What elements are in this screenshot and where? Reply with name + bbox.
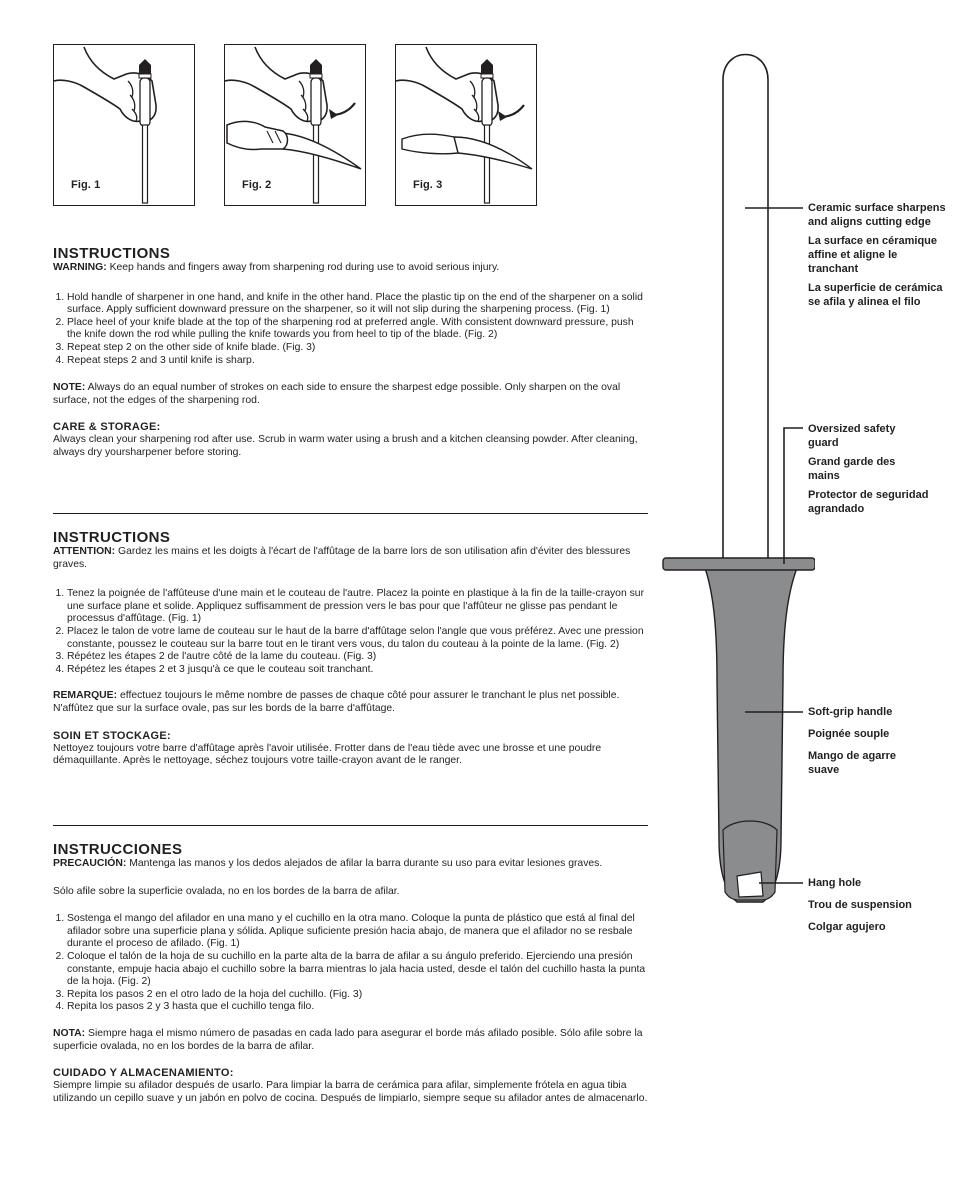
callout-surface-es: La superficie de cerámica se afila y alinea el filo (808, 282, 943, 308)
callout-guard-es: Protector de seguridad agrandado (808, 489, 929, 515)
leader-guard (784, 428, 803, 564)
callout-guard (808, 422, 958, 516)
english-steps (53, 292, 650, 368)
callout-hang-fr: Trou de suspension (808, 899, 912, 911)
english-step-2: 2. Place heel of your knife blade at the top of the sharpening rod at preferred angle. With consistent downward pressure, push the knife down the rod while pulling the knife towards you from heel to tip of the blade. (Fig. 2) (67, 317, 650, 342)
french-section (53, 530, 650, 768)
english-title: INSTRUCTIONS (53, 245, 171, 262)
spanish-warning-text: Mantenga las manos y los dedos alejados de afilar la barra durante su uso para evitar lesiones graves. (126, 858, 603, 869)
spanish-note-text: Siempre haga el mismo número de pasadas en cada lado para asegurar el borde más afilado posible. Sólo afile sobre la superficie ovalada, no en los bordes de la barra de afilar. (53, 1027, 643, 1052)
spanish-warning-lead: PRECAUCIÓN: (53, 858, 127, 869)
french-note (53, 690, 650, 715)
french-title: INSTRUCTIONS (53, 529, 171, 546)
english-note-text: Always do an equal number of strokes on each side to ensure the sharpest edge possible. Only sharpen on the oval surface, not the edges of the sharpening rod. (53, 382, 621, 406)
english-note (53, 382, 650, 407)
english-care-text: Always clean your sharpening rod after use. Scrub in warm water using a brush and a kitchen cleansing powder. After cleaning, always dry yoursharpener before storing. (53, 434, 638, 458)
spanish-title: INSTRUCCIONES (53, 841, 183, 858)
callout-hang-en: Hang hole (808, 877, 862, 889)
figure-3 (395, 44, 537, 206)
callout-handle (808, 705, 958, 777)
spanish-step-2: 2. Coloque el talón de la hoja de su cuchillo en la parte alta de la barra de afilar a su ángulo preferido. Ejerciendo una presión constante, empuje hacia abajo el cuchillo sobre la barra mientras lo jala hacia usted, desde el talón del cuchillo hasta la punta de la hoja. (Fig. 2) (67, 951, 650, 989)
french-warning-text: Gardez les mains et les doigts à l'écart de l'affûtage de la barre lors de son utilisation afin d'éviter des blessures graves. (53, 546, 631, 570)
french-step-2: 2. Placez le talon de votre lame de couteau sur le haut de la barre d'affûtage selon l'angle que vous préférez. Avec une pression constante, poussez le couteau sur la barre tout en le tirant vers vous, du talon du couteau à la pointe de la lame. (Fig. 2) (67, 626, 650, 651)
callout-surface-en: Ceramic surface sharpens and aligns cutting edge (808, 202, 946, 228)
french-care-title: SOIN ET STOCKAGE: (53, 729, 171, 742)
english-care-title: CARE & STORAGE: (53, 421, 161, 434)
spanish-step-4: 4. Repita los pasos 2 y 3 hasta que el cuchillo tenga filo. (67, 1001, 650, 1014)
french-steps (53, 588, 650, 676)
spanish-section (53, 842, 650, 1105)
french-warning-lead: ATTENTION: (53, 546, 116, 557)
callout-hang (808, 876, 958, 934)
figure-2 (224, 44, 366, 206)
english-warning-lead: WARNING: (53, 262, 107, 273)
callout-guard-en: Oversized safety guard (808, 423, 896, 449)
spanish-step-3: 3. Repita los pasos 2 en el otro lado de la hoja del cuchillo. (Fig. 3) (67, 989, 650, 1002)
english-step-3: 3. Repeat step 2 on the other side of knife blade. (Fig. 3) (67, 342, 650, 355)
spanish-warning (53, 858, 650, 871)
hang-hole-icon (737, 872, 763, 897)
figure-1 (53, 44, 195, 206)
callout-guard-fr: Grand garde des mains (808, 456, 896, 482)
spanish-care-text: Siempre limpie su afilador después de usarlo. Para limpiar la barra de cerámica para afilar, simplemente frótela en agua tibia utilizando un cepillo suave y un jabón en polvo de cocina. Después de limpiarlo, siempre seque su afilador antes de almacenarlo. (53, 1080, 648, 1104)
english-step-4: 4. Repeat steps 2 and 3 until knife is sharp. (67, 355, 650, 368)
divider-2 (53, 825, 648, 826)
french-step-4: 4. Répétez les étapes 2 et 3 jusqu'à ce que le couteau soit tranchant. (67, 664, 650, 677)
french-step-3: 3. Répétez les étapes 2 de l'autre côté de la lame du couteau. (Fig. 3) (67, 651, 650, 664)
figure-2-label: Fig. 2 (242, 179, 272, 191)
french-note-lead: REMARQUE: (53, 690, 118, 702)
safety-guard (663, 558, 815, 570)
ceramic-rod (723, 55, 768, 559)
french-note-text: effectuez toujours le même nombre de passes de chaque côté pour assurer le tranchant le plus net possible. N'affûtez que sur la surface ovale, pas sur les bords de la barre d'affûtage. (53, 690, 620, 714)
french-step-1: 1. Tenez la poignée de l'affûteuse d'une main et le couteau de l'autre. Placez la pointe en plastique à la fin de la taille-crayon sur une surface plane et solide. Appliquez suffisamment de pression vers le bas pour que l'affûteur ne glisse pas pendant le processus d'affûtage. (Fig. 1) (67, 588, 650, 626)
callout-handle-fr: Poignée souple (808, 728, 890, 740)
callout-surface (808, 201, 958, 309)
figure-3-label: Fig. 3 (413, 179, 443, 191)
callout-surface-fr: La surface en céramique affine et aligne le tranchant (808, 235, 938, 275)
spanish-step-1: 1. Sostenga el mango del afilador en una mano y el cuchillo en la otra mano. Coloque la punta de plástico que está al final del afilador sobre una superficie plana y sólida. Aplique suficiente presión hacia abajo, de manera que el afilador no se resbale durante el proceso de afilado. (Fig. 1) (67, 913, 650, 951)
sharpener-diagram (655, 40, 815, 920)
spanish-care-title: CUIDADO Y ALMACENAMIENTO: (53, 1067, 234, 1080)
spanish-note (53, 1028, 650, 1053)
english-warning (53, 262, 650, 275)
english-note-lead: NOTE: (53, 382, 86, 394)
callout-handle-es: Mango de agarre suave (808, 750, 897, 776)
spanish-note-lead: NOTA: (53, 1027, 86, 1039)
spanish-steps (53, 913, 650, 1014)
english-section (53, 246, 650, 460)
spanish-intro: Sólo afile sobre la superficie ovalada, no en los bordes de la barra de afilar. (53, 885, 400, 897)
figure-1-label: Fig. 1 (71, 179, 101, 191)
divider-1 (53, 513, 648, 514)
english-warning-text: Keep hands and fingers away from sharpening rod during use to avoid serious injury. (106, 262, 500, 273)
french-care-text: Nettoyez toujours votre barre d'affûtage après l'avoir utilisée. Frotter dans de l'eau tiède avec une brosse et une poudre démaquillante. Après le nettoyage, séchez toujours votre taille-crayon avant de le ranger. (53, 742, 602, 767)
french-warning (53, 546, 650, 571)
callout-handle-en: Soft-grip handle (808, 706, 893, 718)
english-step-1: 1. Hold handle of sharpener in one hand, and knife in the other hand. Place the plastic tip on the end of the sharpener on a solid surface. Apply sufficient downward pressure on the sharpener, so it will not slip during the sharpening process. (Fig. 1) (67, 292, 650, 317)
callout-hang-es: Colgar agujero (808, 921, 886, 933)
